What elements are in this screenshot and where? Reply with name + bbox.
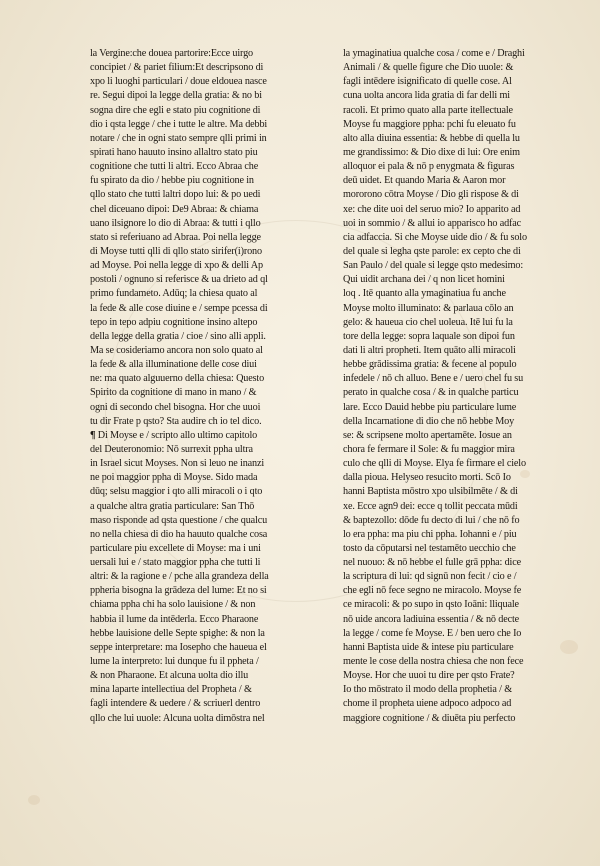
text-line: Spirito da cognitione di mano in mano / & xyxy=(90,387,257,399)
text-line: tore della legge: sopra laquale son dipoi fun xyxy=(343,330,515,342)
text-line: deū uidet. Et quando Maria & Aaron mor xyxy=(343,175,506,187)
text-line: xe: che dite uoi del seruo mio? Io apparito ad xyxy=(343,203,521,215)
text-line: mina laparte intellectiua del Propheta / & xyxy=(90,684,252,696)
text-line: la ymaginatiua qualche cosa / come e / Draghi xyxy=(343,48,525,59)
text-line: ne poi maggior ppha di Moyse. Sido mada xyxy=(90,472,258,484)
text-line: re. Segui dipoi la legge della gratia: & no bi xyxy=(90,90,262,102)
text-line: Moyse. Hor che uuoi tu dire per qsto Frate? xyxy=(343,670,515,682)
text-line: fagli intendere & uedere / & scriuerl dentro xyxy=(90,698,261,710)
text-line: spirati hano hauuto insino allaltro stato piu xyxy=(90,146,258,158)
text-line: uoi in sommio / & allui io apparisco ho adfac xyxy=(343,217,522,229)
text-line: hanni Baptista uide & intese piu particulare xyxy=(343,641,514,653)
text-line: cognitione che tutti li altri. Ecco Abraa che xyxy=(90,161,259,173)
text-line: alto alla diuina essentia: & hebbe di quella lu xyxy=(343,132,520,144)
text-line: in Israel sicut Moyses. Non si leuo ne inanzi xyxy=(90,458,265,470)
text-line: chora fe fermare il Sole: & fu maggior mira xyxy=(343,443,515,455)
text-line: la scriptura di lui: qd signū non fecit / cio e / xyxy=(343,571,517,583)
text-line: mororono cōtra Moyse / Dio gli rispose & di xyxy=(343,189,519,201)
right-text-column xyxy=(343,47,583,726)
text-line: Qui uidit archana dei / q non licet homini xyxy=(343,274,505,286)
text-line: ¶ Di Moyse e / scripto allo ultimo capitolo xyxy=(90,429,258,441)
text-line: maggiore cognitione / & diuēta piu perfecto xyxy=(343,712,516,724)
text-line: alloquor ei pala & nō p enygmata & figuras xyxy=(343,161,515,173)
text-line: uano ilsignore lo dio di Abraa: & tutti i qllo xyxy=(90,217,261,229)
text-line: qllo che lui uuole: Alcuna uolta dimōstra nel xyxy=(90,712,265,724)
text-line: Moyse fu maggiore ppha: pchi fu eleuato fu xyxy=(343,118,516,130)
text-line: postoli / ognuno si referisce & ua drieto ad ql xyxy=(90,274,268,286)
text-line: primo fundameto. Adūq; la chiesa quato al xyxy=(90,288,258,300)
text-line: ogni di secondo chel bisogna. Hor che uuoi xyxy=(90,401,261,413)
text-line: notare / che in ogni stato sempre qlli primi in xyxy=(90,132,267,144)
text-line: chel diceuano dipoi: De9 Abraa: & chiama xyxy=(90,203,259,215)
text-line: Moyse molto illuminato: & parlaua cōlo an xyxy=(343,302,514,314)
text-line: lo era ppha: ma piu chi ppha. Iohanni e / piu xyxy=(343,528,517,540)
text-line: culo che qlli di Moyse. Elya fe firmare el cielo xyxy=(343,458,526,470)
text-line: la fede & alle cose diuine e / sempe pcessa di xyxy=(90,302,268,314)
text-line: maso risponde ad qsta questione / che qualcu xyxy=(90,514,268,526)
text-line: chiama ppha chi ha solo lauisione / & non xyxy=(90,599,256,611)
text-line: cuna uolta ancora lida gratia di far delli mi xyxy=(343,90,510,102)
text-line: ppheria bisogna la grādeza del lume: Et no si xyxy=(90,585,267,597)
text-line: concipiet / & pariet filium:Et descripsono di xyxy=(90,62,264,74)
text-line: tepo in tepo adpiu cognitione insino altepo xyxy=(90,316,258,328)
text-line: altri: & la ragione e / pche alla grandeza della xyxy=(90,571,269,583)
text-line: tu dir Frate p qsto? Sta audire ch io tel dico. xyxy=(90,415,262,427)
text-line: che egli nō fece segno ne miracolo. Moyse fe xyxy=(343,585,522,597)
text-line: qllo stato che tutti laltri dopo lui: & po uedi xyxy=(90,189,261,201)
text-line: del quale si legha qste parole: ex cepto che di xyxy=(343,245,521,257)
foxing-spot xyxy=(28,795,40,805)
text-line: mente le cose della nostra chiesa che non fece xyxy=(343,656,524,668)
text-line: hanni Baptista mōstro xpo ulsibilmēte / & di xyxy=(343,486,518,498)
text-line: xe. Ecce agn9 dei: ecce q tollit peccata mūdi xyxy=(343,500,518,512)
text-line: & baptezollo: dōde fu decto di lui / che nō fo xyxy=(343,514,520,526)
text-line: Io tho mōstrato il modo della prophetia / & xyxy=(343,684,512,696)
text-line: dati li altri propheti. Item quāto alli miracoli xyxy=(343,344,516,356)
text-line: dio i qsta legge / che i tutte le altre. Ma debbi xyxy=(90,118,268,130)
text-line: Ma se cosideriamo ancora non solo quato al xyxy=(90,344,263,356)
text-line: dūq; selsu maggior i qto alli miracoli o i qto xyxy=(90,486,263,498)
text-line: & non Pharaone. Et alcuna uolta dio illu xyxy=(90,670,249,682)
text-line: San Paulo / del quale si legge qsto medesimo: xyxy=(343,260,523,272)
text-line: fagli intēdere isignificato di quelle cose. Al xyxy=(343,76,512,88)
text-line: della legge della gratia / cioe / sino alli appli. xyxy=(90,330,266,342)
text-line: hebbe lauisione delle Septe spighe: & non la xyxy=(90,627,265,639)
text-line: tosto da cōputarsi nel testamēto uecchio che xyxy=(343,542,516,554)
text-line: seppe interpretare: ma Iosepho che haueua el xyxy=(90,641,267,653)
text-line: chome il propheta uiene adpoco adpoco ad xyxy=(343,698,512,710)
text-line: ne: ma quato alguuerno della chiesa: Questo xyxy=(90,373,265,385)
text-line: hebbe grādissima gratia: & fecene al populo xyxy=(343,359,517,371)
text-line: cia adfaccia. Si che Moyse uide dio / & fu solo xyxy=(343,231,527,243)
text-line: loq . Itē quanto alla ymaginatiua fu anche xyxy=(343,288,506,300)
text-line: nō uide ancora ladiuina essentia / & nō decte xyxy=(343,613,519,625)
text-line: me grandissimo: & Dio dixe di lui: Ore enim xyxy=(343,146,520,158)
text-line: fu spirato da dio / hebbe piu cognitione in xyxy=(90,175,254,187)
text-line: ce miracoli: & po supo in qsto Ioāni: lliquale xyxy=(343,599,519,611)
text-line: sogna dire che egli e stato piu cognitione di xyxy=(90,104,261,116)
text-line: di Moyse tutti qlli di qllo stato sirifer(i)rono xyxy=(90,245,262,257)
text-line: della Incarnatione di dio che nō hebbe Moy xyxy=(343,415,515,427)
text-line: gelo: & haueua cio chel uoleua. Itē lui fu la xyxy=(343,316,513,328)
text-line: racoli. Et primo quato alla parte itellectuale xyxy=(343,104,513,116)
text-line: Animali / & quelle figure che Dio uuole: & xyxy=(343,62,514,74)
text-line: xpo li luoghi particulari / doue eldouea nasce xyxy=(90,76,267,88)
paragraph-mark: ¶ xyxy=(90,429,98,441)
text-line: lume la interpreto: lui dunque fu il ppheta / xyxy=(90,656,259,668)
text-line: particulare piu excellete di Moyse: ma i uni xyxy=(90,542,261,554)
text-line: dalla pioua. Helyseo resucito morti. Scō Io xyxy=(343,472,511,484)
text-line: infedele / nō ch alluo. Bene e / uero chel fu su xyxy=(343,373,524,385)
text-line: la Vergine:che douea partorire:Ecce uirgo xyxy=(90,48,254,59)
text-line: perato in qualche cosa / & in qualche particu xyxy=(343,387,519,399)
text-line: nel nuouo: & nō hebbe el fulle grā ppha: dice xyxy=(343,557,521,569)
text-line: ad Moyse. Poi nella legge di xpo & delli Ap xyxy=(90,260,263,272)
text-line: a qualche altra gratia particulare: San Thō xyxy=(90,500,255,512)
text-line: la legge / come fe Moyse. E / ben uero che Io xyxy=(343,627,522,639)
text-line: la fede & alla illuminatione delle cose diui xyxy=(90,359,257,371)
text-line: habbia il lume da intēderla. Ecco Pharaone xyxy=(90,613,259,625)
text-line: lare. Ecco Dauid hebbe piu particulare lume xyxy=(343,401,517,413)
text-line: stato si referiuano ad Abraa. Poi nella legge xyxy=(90,231,261,243)
text-line: se: & scripsene molto apertamēte. Iosue an xyxy=(343,429,512,441)
text-line: del Deuteronomio: Nō surrexit ppha ultra xyxy=(90,443,253,455)
text-line: no nella chiesa di dio ha hauuto qualche cosa xyxy=(90,528,268,540)
left-text-column xyxy=(90,47,330,726)
text-line: uersali lui e / stato maggior ppha che tutti li xyxy=(90,557,261,569)
